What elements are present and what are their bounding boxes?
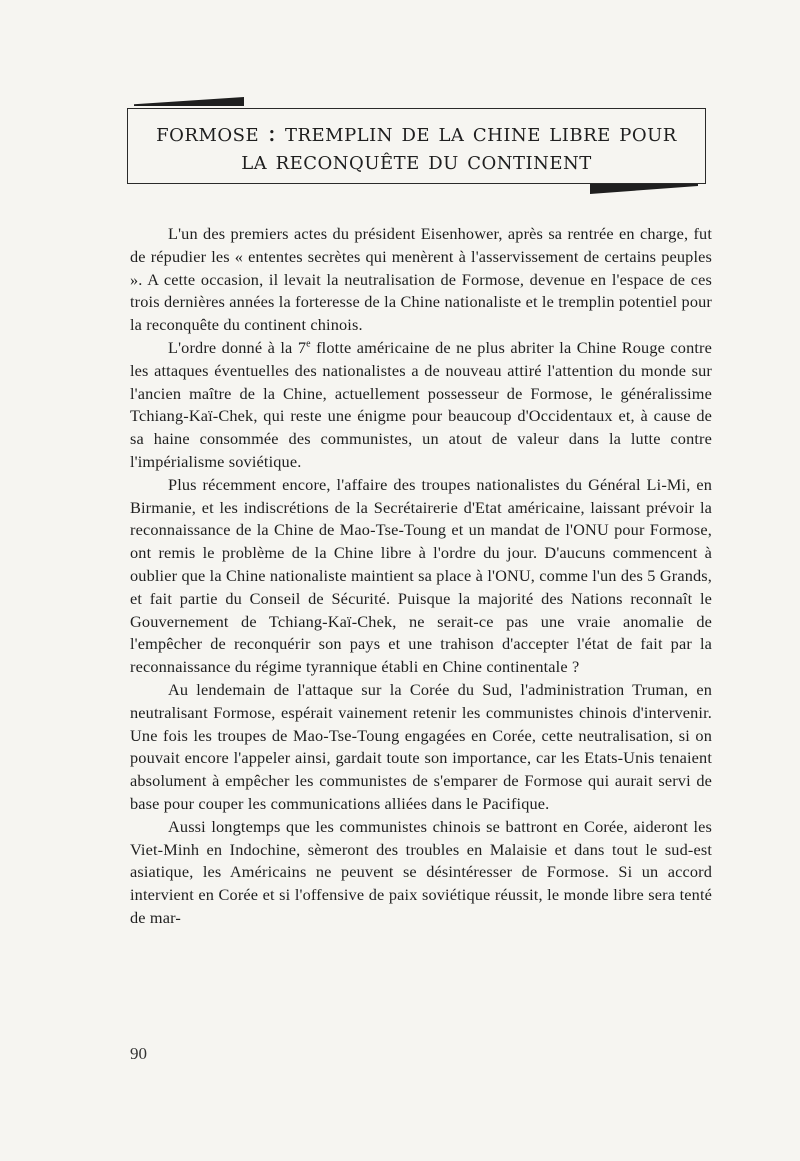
title-line-1: formose : tremplin de la chine libre pour xyxy=(156,118,677,147)
paragraph-3: Plus récemment encore, l'affaire des troupes nationalistes du Général Li-Mi, en Birmanie, et les indiscrétions de la Secrétairerie d'Etat américaine, laissant prévoir la reconnaissance de la Chine de Mao-Tse-Toung et un mandat de l'ONU pour Formose, ont remis le problème de la Chine libre à l'ordre du jour. D'aucuns commencent à oublier que la Chine nationaliste maintient sa place à l'ONU, comme l'un des 5 Grands, et fait partie du Conseil de Sécurité. Puisque la majorité des Nations reconnaît le Gouvernement de Tchiang-Kaï-Chek, ne serait-ce pas une vraie anomalie de l'empêcher de reconquérir son pays et une trahison d'accepter l'état de fait par la reconnaissance du régime tyrannique établi en Chine continentale ? xyxy=(130,474,712,677)
paragraph-5: Aussi longtemps que les communistes chinois se battront en Corée, aideront les Viet-Minh en Indochine, sèmeront des troubles en Malaisie et dans tout le sud-est asiatique, les Américains ne peuvent se désintéresser de Formose. Si un accord intervient en Corée et si l'offensive de paix soviétique réussit, le monde libre sera tenté de mar- xyxy=(130,816,712,927)
page-title xyxy=(128,119,705,175)
article-body xyxy=(130,223,712,930)
title-decoration-top xyxy=(134,97,244,106)
paragraph-4: Au lendemain de l'attaque sur la Corée du Sud, l'administration Truman, en neutralisant Formose, espérait vainement retenir les communistes chinois d'intervenir. Une fois les troupes de Mao-Tse-Toung engagées en Corée, cette neutralisation, si on pouvait encore l'appeler ainsi, gardait toute son importance, car les Etats-Unis tenaient absolument à empêcher les communistes de s'emparer de Formose qui aurait servi de base pour couper les communications alliées dans le Pacifique. xyxy=(130,679,712,813)
paragraph-2: L'ordre donné à la 7e flotte américaine de ne plus abriter la Chine Rouge contre les attaques éventuelles des nationalistes a de nouveau attiré l'attention du monde sur l'ancien maître de la Chine, actuellement possesseur de Formose, le généralissime Tchiang-Kaï-Chek, qui reste une énigme pour beaucoup d'Occidentaux et, à cause de sa haine consommée des communistes, un atout de valeur dans la lutte contre l'impérialisme soviétique. xyxy=(130,337,712,471)
title-decoration-bottom xyxy=(590,184,698,194)
page-number: 90 xyxy=(130,1044,147,1063)
title-box xyxy=(127,108,706,184)
title-line-2: la reconquête du continent xyxy=(241,146,592,175)
paragraph-1: L'un des premiers actes du président Eisenhower, après sa rentrée en charge, fut de répudier les « ententes secrètes qui menèrent à l'asservissement de certains peuples ». A cette occasion, il levait la neutralisation de Formose, devenue en l'espace de ces trois dernières années la forteresse de la Chine nationaliste et le tremplin potentiel pour la reconquête du continent chinois. xyxy=(130,224,712,335)
